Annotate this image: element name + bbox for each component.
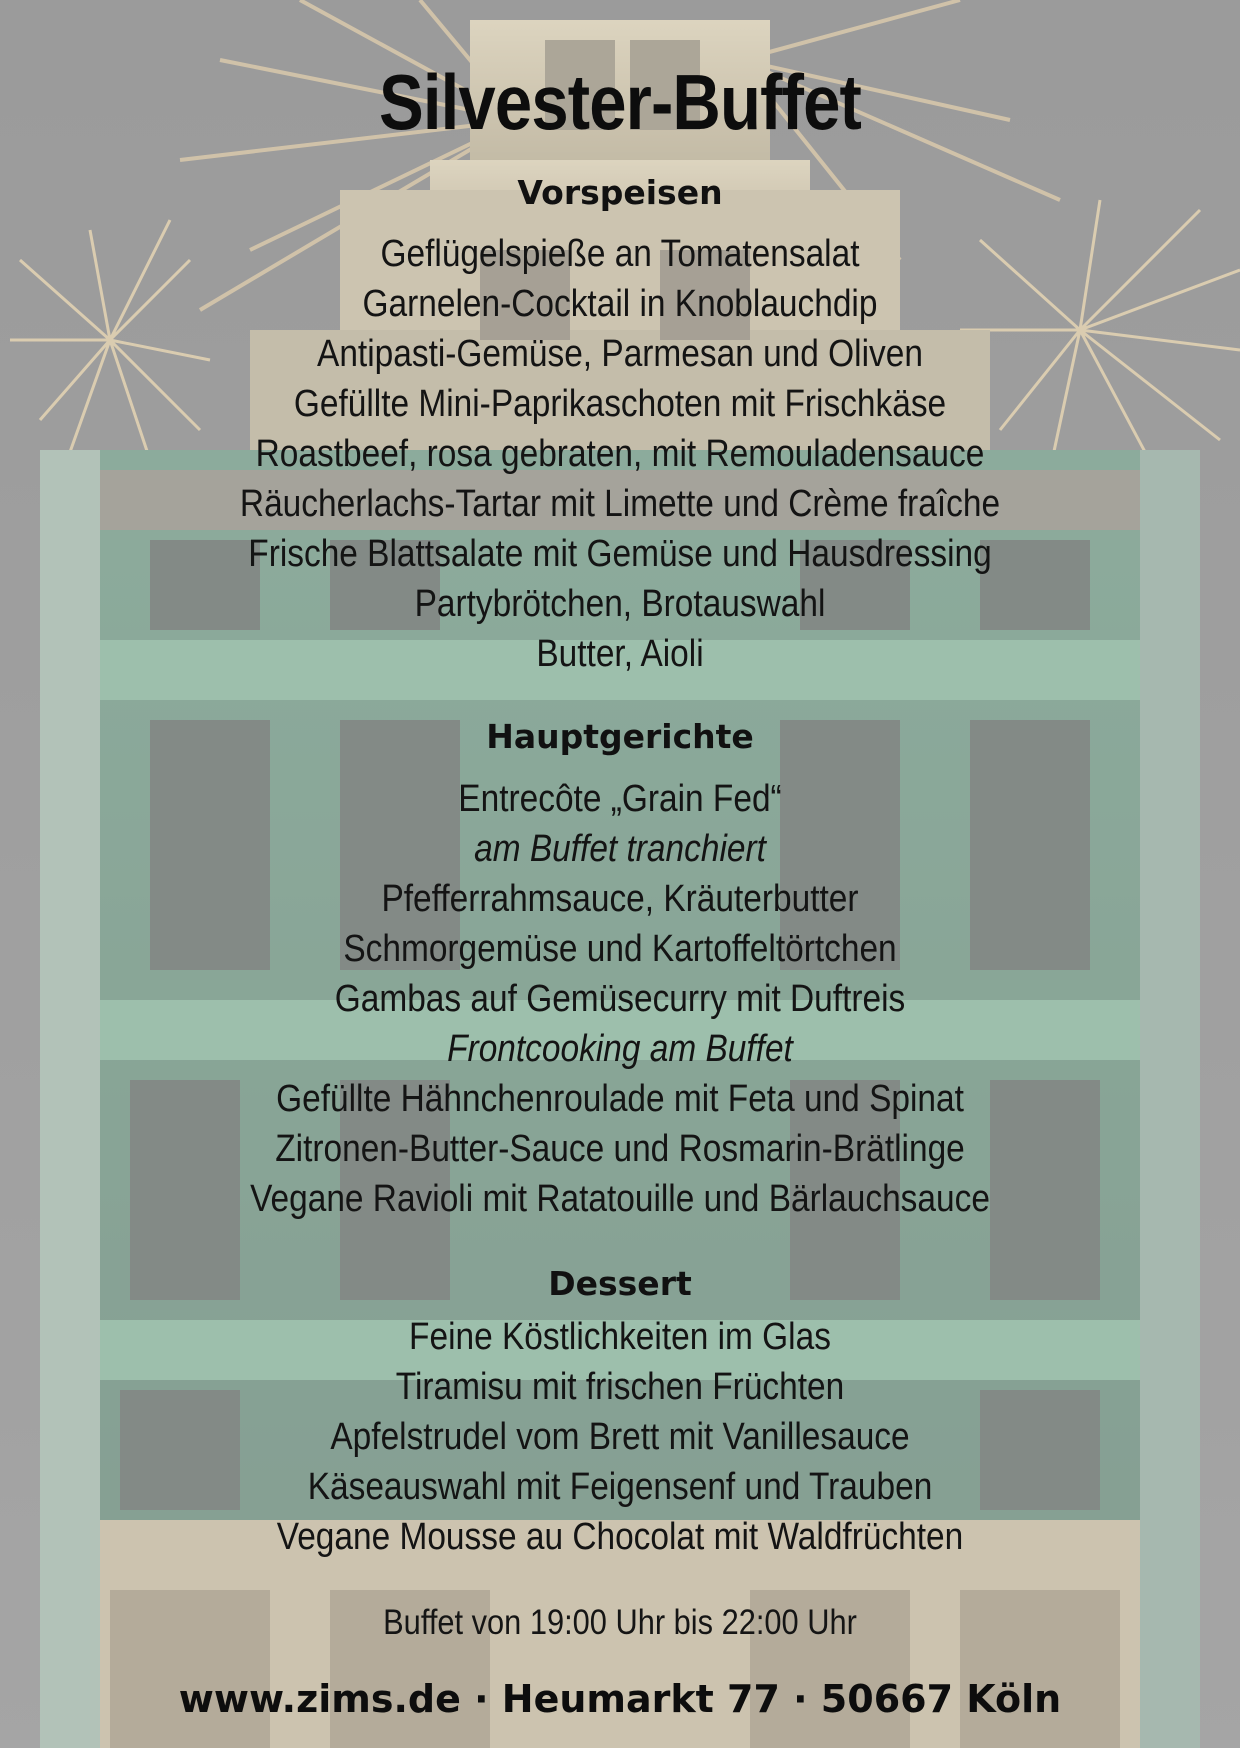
- menu-item: Tiramisu mit frischen Früchten: [395, 1366, 845, 1408]
- menu-item: Feine Köstlichkeiten im Glas: [409, 1316, 831, 1358]
- menu-item: Schmorgemüse und Kartoffeltörtchen: [343, 928, 897, 970]
- menu-item-note: Frontcooking am Buffet: [447, 1028, 793, 1070]
- section-heading-hauptgerichte: Hauptgerichte: [486, 717, 754, 756]
- menu-item: Partybrötchen, Brotauswahl: [414, 583, 826, 625]
- section-heading-dessert: Dessert: [548, 1264, 692, 1303]
- menu-item: Frische Blattsalate mit Gemüse und Hausdressing: [248, 533, 992, 575]
- section-heading-vorspeisen: Vorspeisen: [517, 173, 723, 212]
- menu-item: Zitronen-Butter-Sauce und Rosmarin-Brätlinge: [275, 1128, 965, 1170]
- menu-item: Butter, Aioli: [536, 633, 704, 675]
- menu-item: Apfelstrudel vom Brett mit Vanillesauce: [330, 1416, 910, 1458]
- menu-item: Entrecôte „Grain Fed“: [458, 778, 782, 820]
- menu-item: Vegane Mousse au Chocolat mit Waldfrüchten: [276, 1516, 964, 1558]
- buffet-time: Buffet von 19:00 Uhr bis 22:00 Uhr: [383, 1603, 857, 1642]
- footer-contact: www.zims.de · Heumarkt 77 · 50667 Köln: [178, 1677, 1062, 1721]
- section-items-dessert: [0, 1312, 1240, 1562]
- section-items-hauptgerichte: [0, 774, 1240, 1224]
- page-title: Silvester-Buffet: [378, 58, 862, 146]
- menu-item: Gefüllte Mini-Paprikaschoten mit Frischkäse: [293, 383, 947, 425]
- menu-item: Räucherlachs-Tartar mit Limette und Crème fraîche: [239, 483, 1001, 525]
- menu-item: Gambas auf Gemüsecurry mit Duftreis: [334, 978, 906, 1020]
- menu-item: Antipasti-Gemüse, Parmesan und Oliven: [317, 333, 923, 375]
- section-items-vorspeisen: [0, 229, 1240, 679]
- menu-item: Geflügelspieße an Tomatensalat: [380, 233, 860, 275]
- menu-item: Käseauswahl mit Feigensenf und Trauben: [307, 1466, 933, 1508]
- menu-item: Vegane Ravioli mit Ratatouille und Bärlauchsauce: [250, 1178, 990, 1220]
- menu-item: Gefüllte Hähnchenroulade mit Feta und Spinat: [276, 1078, 964, 1120]
- menu-item-note: am Buffet tranchiert: [474, 828, 766, 870]
- menu-item: Garnelen-Cocktail in Knoblauchdip: [362, 283, 878, 325]
- menu-item: Roastbeef, rosa gebraten, mit Remouladensauce: [255, 433, 985, 475]
- menu-item: Pfefferrahmsauce, Kräuterbutter: [381, 878, 859, 920]
